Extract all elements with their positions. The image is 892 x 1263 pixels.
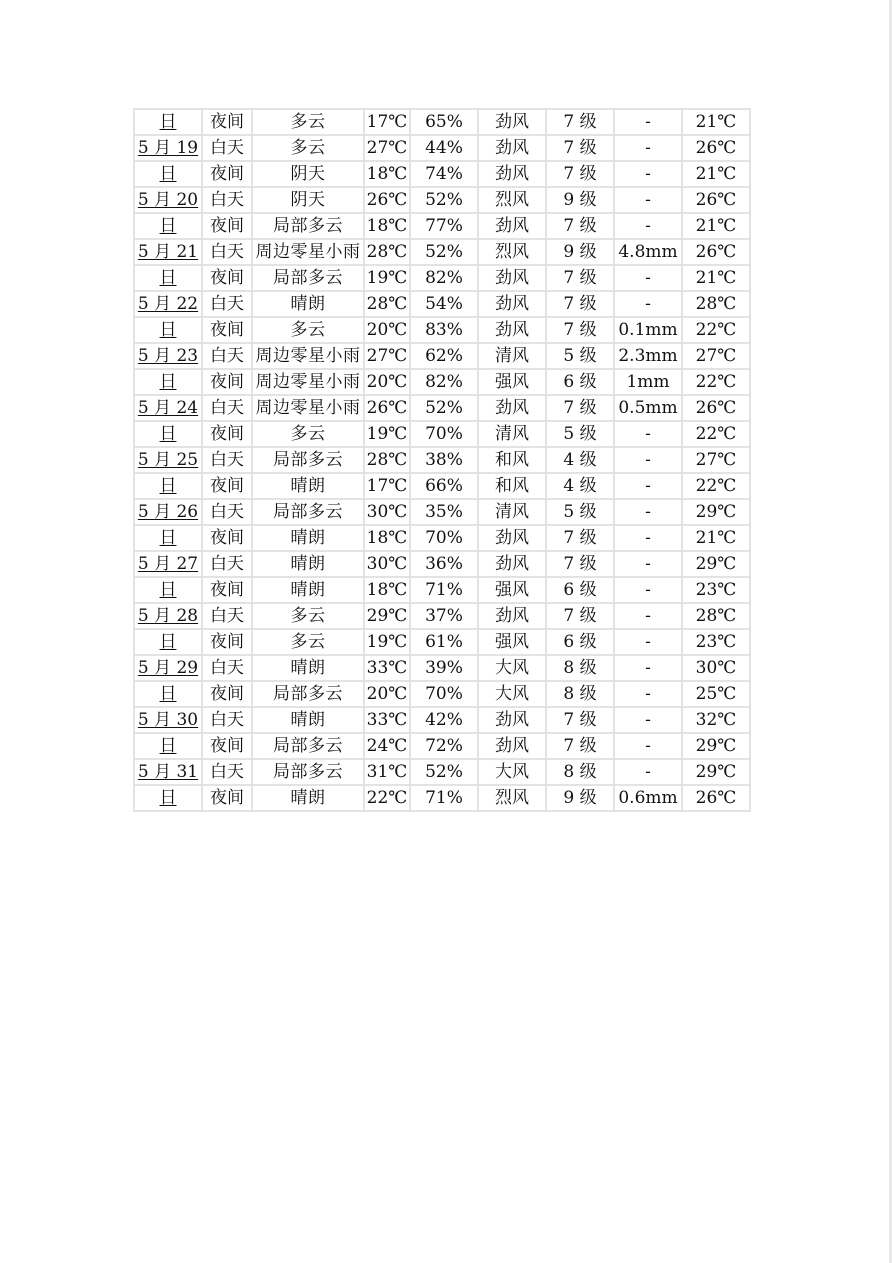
precipitation-cell: - xyxy=(615,630,681,654)
wind-cell: 清风 xyxy=(479,344,545,368)
period-cell: 夜间 xyxy=(203,786,251,810)
humidity-cell: 52% xyxy=(411,760,477,784)
feels-like-cell: 26℃ xyxy=(683,240,749,264)
wind-level-cell: 6 级 xyxy=(547,630,613,654)
humidity-cell: 70% xyxy=(411,526,477,550)
feels-like-cell: 21℃ xyxy=(683,162,749,186)
table-row xyxy=(135,240,749,264)
precipitation-cell: - xyxy=(615,734,681,758)
temperature-cell: 20℃ xyxy=(366,320,408,340)
temperature-cell: 20℃ xyxy=(366,372,408,392)
date-cell: 日 xyxy=(135,734,201,758)
wind-cell: 劲风 xyxy=(479,396,545,420)
date-cell: 日 xyxy=(135,422,201,446)
date-cell: 日 xyxy=(135,682,201,706)
table-row xyxy=(135,318,749,342)
wind-cell: 劲风 xyxy=(479,162,545,186)
condition-cell: 周边零星小雨 xyxy=(253,344,363,368)
date-cell: 日 xyxy=(135,474,201,498)
humidity-cell: 71% xyxy=(411,578,477,602)
precipitation-cell: 0.5mm xyxy=(615,396,681,420)
feels-like-cell: 29℃ xyxy=(683,734,749,758)
date-cell: 5 月 26 xyxy=(135,500,201,524)
feels-like-cell: 28℃ xyxy=(683,604,749,628)
period-cell: 夜间 xyxy=(203,162,251,186)
humidity-cell: 52% xyxy=(411,240,477,264)
feels-like-cell: 30℃ xyxy=(683,656,749,680)
table-row xyxy=(135,734,749,758)
temperature-cell: 28℃ xyxy=(366,450,408,470)
period-cell: 白天 xyxy=(203,292,251,316)
temperature-cell: 28℃ xyxy=(366,294,408,314)
date-cell: 5 月 23 xyxy=(135,344,201,368)
precipitation-cell: - xyxy=(615,292,681,316)
temperature-cell: 26℃ xyxy=(366,190,408,210)
period-cell: 夜间 xyxy=(203,370,251,394)
condition-cell: 局部多云 xyxy=(253,500,363,524)
precipitation-cell: - xyxy=(615,578,681,602)
table-row xyxy=(135,214,749,238)
wind-cell: 清风 xyxy=(479,500,545,524)
date-cell: 日 xyxy=(135,578,201,602)
date-cell: 日 xyxy=(135,214,201,238)
wind-level-cell: 8 级 xyxy=(547,760,613,784)
precipitation-cell: - xyxy=(615,500,681,524)
table-row xyxy=(135,526,749,550)
date-cell: 5 月 25 xyxy=(135,448,201,472)
date-cell: 日 xyxy=(135,370,201,394)
period-cell: 白天 xyxy=(203,708,251,732)
precipitation-cell: 0.1mm xyxy=(615,318,681,342)
feels-like-cell: 23℃ xyxy=(683,630,749,654)
wind-cell: 劲风 xyxy=(479,708,545,732)
wind-level-cell: 5 级 xyxy=(547,344,613,368)
table-row xyxy=(135,344,749,368)
feels-like-cell: 26℃ xyxy=(683,786,749,810)
temperature-cell: 17℃ xyxy=(366,476,408,496)
humidity-cell: 72% xyxy=(411,734,477,758)
table-row xyxy=(135,786,749,810)
precipitation-cell: - xyxy=(615,552,681,576)
feels-like-cell: 28℃ xyxy=(683,292,749,316)
period-cell: 夜间 xyxy=(203,734,251,758)
feels-like-cell: 32℃ xyxy=(683,708,749,732)
wind-cell: 烈风 xyxy=(479,188,545,212)
condition-cell: 局部多云 xyxy=(253,266,363,290)
temperature-cell: 18℃ xyxy=(366,528,408,548)
feels-like-cell: 27℃ xyxy=(683,344,749,368)
condition-cell: 局部多云 xyxy=(253,214,363,238)
table-row xyxy=(135,500,749,524)
feels-like-cell: 22℃ xyxy=(683,422,749,446)
humidity-cell: 82% xyxy=(411,370,477,394)
table-row xyxy=(135,162,749,186)
weather-forecast-table xyxy=(133,108,751,812)
wind-cell: 劲风 xyxy=(479,604,545,628)
temperature-cell: 33℃ xyxy=(366,710,408,730)
table-row xyxy=(135,448,749,472)
precipitation-cell: - xyxy=(615,474,681,498)
wind-level-cell: 6 级 xyxy=(547,578,613,602)
wind-cell: 劲风 xyxy=(479,292,545,316)
feels-like-cell: 22℃ xyxy=(683,474,749,498)
wind-level-cell: 7 级 xyxy=(547,604,613,628)
wind-level-cell: 4 级 xyxy=(547,474,613,498)
feels-like-cell: 26℃ xyxy=(683,188,749,212)
table-row xyxy=(135,708,749,732)
condition-cell: 周边零星小雨 xyxy=(253,370,363,394)
temperature-cell: 18℃ xyxy=(366,580,408,600)
date-cell: 5 月 24 xyxy=(135,396,201,420)
feels-like-cell: 29℃ xyxy=(683,760,749,784)
condition-cell: 晴朗 xyxy=(253,578,363,602)
temperature-cell: 29℃ xyxy=(366,606,408,626)
condition-cell: 多云 xyxy=(253,630,363,654)
temperature-cell: 19℃ xyxy=(366,268,408,288)
condition-cell: 阴天 xyxy=(253,162,363,186)
table-row xyxy=(135,552,749,576)
wind-level-cell: 7 级 xyxy=(547,396,613,420)
precipitation-cell: - xyxy=(615,448,681,472)
period-cell: 夜间 xyxy=(203,318,251,342)
table-row xyxy=(135,266,749,290)
wind-level-cell: 7 级 xyxy=(547,214,613,238)
humidity-cell: 70% xyxy=(411,682,477,706)
wind-level-cell: 5 级 xyxy=(547,422,613,446)
temperature-cell: 19℃ xyxy=(366,424,408,444)
period-cell: 夜间 xyxy=(203,630,251,654)
precipitation-cell: - xyxy=(615,760,681,784)
date-cell: 日 xyxy=(135,318,201,342)
wind-level-cell: 8 级 xyxy=(547,682,613,706)
precipitation-cell: - xyxy=(615,214,681,238)
precipitation-cell: - xyxy=(615,656,681,680)
condition-cell: 局部多云 xyxy=(253,760,363,784)
temperature-cell: 26℃ xyxy=(366,398,408,418)
wind-level-cell: 7 级 xyxy=(547,110,613,134)
date-cell: 5 月 31 xyxy=(135,760,201,784)
weather-table-body xyxy=(135,110,749,810)
date-cell: 5 月 21 xyxy=(135,240,201,264)
wind-level-cell: 5 级 xyxy=(547,500,613,524)
temperature-cell: 31℃ xyxy=(366,762,408,782)
date-cell: 日 xyxy=(135,266,201,290)
feels-like-cell: 26℃ xyxy=(683,396,749,420)
condition-cell: 周边零星小雨 xyxy=(253,240,363,264)
temperature-cell: 24℃ xyxy=(366,736,408,756)
precipitation-cell: - xyxy=(615,526,681,550)
table-row xyxy=(135,578,749,602)
precipitation-cell: 2.3mm xyxy=(615,344,681,368)
condition-cell: 晴朗 xyxy=(253,526,363,550)
wind-cell: 烈风 xyxy=(479,240,545,264)
feels-like-cell: 21℃ xyxy=(683,526,749,550)
condition-cell: 多云 xyxy=(253,422,363,446)
wind-cell: 劲风 xyxy=(479,318,545,342)
period-cell: 夜间 xyxy=(203,474,251,498)
precipitation-cell: - xyxy=(615,682,681,706)
humidity-cell: 66% xyxy=(411,474,477,498)
humidity-cell: 74% xyxy=(411,162,477,186)
wind-level-cell: 9 级 xyxy=(547,786,613,810)
condition-cell: 晴朗 xyxy=(253,552,363,576)
precipitation-cell: - xyxy=(615,136,681,160)
table-row xyxy=(135,422,749,446)
date-cell: 5 月 30 xyxy=(135,708,201,732)
precipitation-cell: - xyxy=(615,110,681,134)
temperature-cell: 22℃ xyxy=(366,788,408,808)
table-row xyxy=(135,682,749,706)
humidity-cell: 52% xyxy=(411,188,477,212)
humidity-cell: 65% xyxy=(411,110,477,134)
humidity-cell: 36% xyxy=(411,552,477,576)
table-row xyxy=(135,396,749,420)
feels-like-cell: 29℃ xyxy=(683,552,749,576)
temperature-cell: 19℃ xyxy=(366,632,408,652)
humidity-cell: 54% xyxy=(411,292,477,316)
precipitation-cell: - xyxy=(615,188,681,212)
condition-cell: 局部多云 xyxy=(253,448,363,472)
wind-cell: 大风 xyxy=(479,760,545,784)
wind-cell: 强风 xyxy=(479,578,545,602)
date-cell: 日 xyxy=(135,786,201,810)
table-row xyxy=(135,110,749,134)
condition-cell: 多云 xyxy=(253,604,363,628)
period-cell: 白天 xyxy=(203,240,251,264)
precipitation-cell: 4.8mm xyxy=(615,240,681,264)
wind-cell: 强风 xyxy=(479,370,545,394)
humidity-cell: 37% xyxy=(411,604,477,628)
wind-level-cell: 7 级 xyxy=(547,708,613,732)
wind-cell: 强风 xyxy=(479,630,545,654)
wind-level-cell: 9 级 xyxy=(547,188,613,212)
wind-cell: 劲风 xyxy=(479,734,545,758)
feels-like-cell: 21℃ xyxy=(683,266,749,290)
precipitation-cell: - xyxy=(615,266,681,290)
humidity-cell: 39% xyxy=(411,656,477,680)
period-cell: 夜间 xyxy=(203,526,251,550)
temperature-cell: 27℃ xyxy=(366,346,408,366)
wind-level-cell: 7 级 xyxy=(547,552,613,576)
wind-cell: 劲风 xyxy=(479,266,545,290)
period-cell: 夜间 xyxy=(203,110,251,134)
date-cell: 5 月 19 xyxy=(135,136,201,160)
table-row xyxy=(135,136,749,160)
date-cell: 日 xyxy=(135,526,201,550)
wind-level-cell: 7 级 xyxy=(547,136,613,160)
humidity-cell: 77% xyxy=(411,214,477,238)
temperature-cell: 30℃ xyxy=(366,554,408,574)
period-cell: 白天 xyxy=(203,656,251,680)
date-cell: 日 xyxy=(135,630,201,654)
temperature-cell: 17℃ xyxy=(366,112,408,132)
date-cell: 5 月 29 xyxy=(135,656,201,680)
humidity-cell: 62% xyxy=(411,344,477,368)
precipitation-cell: 0.6mm xyxy=(615,786,681,810)
temperature-cell: 20℃ xyxy=(366,684,408,704)
temperature-cell: 27℃ xyxy=(366,138,408,158)
wind-level-cell: 6 级 xyxy=(547,370,613,394)
period-cell: 夜间 xyxy=(203,266,251,290)
date-cell: 5 月 27 xyxy=(135,552,201,576)
period-cell: 白天 xyxy=(203,136,251,160)
period-cell: 夜间 xyxy=(203,682,251,706)
period-cell: 白天 xyxy=(203,448,251,472)
table-row xyxy=(135,604,749,628)
feels-like-cell: 22℃ xyxy=(683,370,749,394)
condition-cell: 多云 xyxy=(253,110,363,134)
feels-like-cell: 25℃ xyxy=(683,682,749,706)
humidity-cell: 71% xyxy=(411,786,477,810)
temperature-cell: 18℃ xyxy=(366,164,408,184)
precipitation-cell: - xyxy=(615,422,681,446)
period-cell: 白天 xyxy=(203,500,251,524)
wind-cell: 劲风 xyxy=(479,110,545,134)
humidity-cell: 82% xyxy=(411,266,477,290)
wind-cell: 劲风 xyxy=(479,552,545,576)
condition-cell: 周边零星小雨 xyxy=(253,396,363,420)
period-cell: 白天 xyxy=(203,396,251,420)
condition-cell: 多云 xyxy=(253,318,363,342)
feels-like-cell: 21℃ xyxy=(683,110,749,134)
table-row xyxy=(135,188,749,212)
wind-level-cell: 7 级 xyxy=(547,734,613,758)
temperature-cell: 30℃ xyxy=(366,502,408,522)
condition-cell: 晴朗 xyxy=(253,656,363,680)
condition-cell: 晴朗 xyxy=(253,786,363,810)
precipitation-cell: 1mm xyxy=(615,370,681,394)
condition-cell: 局部多云 xyxy=(253,682,363,706)
precipitation-cell: - xyxy=(615,708,681,732)
humidity-cell: 42% xyxy=(411,708,477,732)
period-cell: 夜间 xyxy=(203,422,251,446)
wind-level-cell: 7 级 xyxy=(547,162,613,186)
wind-level-cell: 7 级 xyxy=(547,318,613,342)
wind-cell: 和风 xyxy=(479,448,545,472)
humidity-cell: 52% xyxy=(411,396,477,420)
wind-level-cell: 4 级 xyxy=(547,448,613,472)
table-row xyxy=(135,760,749,784)
wind-cell: 大风 xyxy=(479,682,545,706)
period-cell: 夜间 xyxy=(203,214,251,238)
wind-cell: 和风 xyxy=(479,474,545,498)
humidity-cell: 83% xyxy=(411,318,477,342)
condition-cell: 阴天 xyxy=(253,188,363,212)
humidity-cell: 38% xyxy=(411,448,477,472)
precipitation-cell: - xyxy=(615,162,681,186)
table-row xyxy=(135,292,749,316)
period-cell: 白天 xyxy=(203,760,251,784)
condition-cell: 晴朗 xyxy=(253,708,363,732)
wind-level-cell: 8 级 xyxy=(547,656,613,680)
feels-like-cell: 21℃ xyxy=(683,214,749,238)
feels-like-cell: 22℃ xyxy=(683,318,749,342)
humidity-cell: 61% xyxy=(411,630,477,654)
wind-level-cell: 7 级 xyxy=(547,266,613,290)
period-cell: 白天 xyxy=(203,552,251,576)
temperature-cell: 28℃ xyxy=(366,242,408,262)
wind-cell: 清风 xyxy=(479,422,545,446)
wind-level-cell: 7 级 xyxy=(547,292,613,316)
date-cell: 日 xyxy=(135,110,201,134)
condition-cell: 晴朗 xyxy=(253,474,363,498)
period-cell: 白天 xyxy=(203,604,251,628)
date-cell: 日 xyxy=(135,162,201,186)
precipitation-cell: - xyxy=(615,604,681,628)
period-cell: 夜间 xyxy=(203,578,251,602)
table-row xyxy=(135,474,749,498)
feels-like-cell: 27℃ xyxy=(683,448,749,472)
wind-cell: 劲风 xyxy=(479,526,545,550)
wind-level-cell: 9 级 xyxy=(547,240,613,264)
condition-cell: 局部多云 xyxy=(253,734,363,758)
temperature-cell: 33℃ xyxy=(366,658,408,678)
date-cell: 5 月 28 xyxy=(135,604,201,628)
wind-cell: 大风 xyxy=(479,656,545,680)
wind-level-cell: 7 级 xyxy=(547,526,613,550)
feels-like-cell: 29℃ xyxy=(683,500,749,524)
humidity-cell: 44% xyxy=(411,136,477,160)
period-cell: 白天 xyxy=(203,188,251,212)
period-cell: 白天 xyxy=(203,344,251,368)
temperature-cell: 18℃ xyxy=(366,216,408,236)
date-cell: 5 月 22 xyxy=(135,292,201,316)
date-cell: 5 月 20 xyxy=(135,188,201,212)
table-row xyxy=(135,370,749,394)
humidity-cell: 70% xyxy=(411,422,477,446)
condition-cell: 多云 xyxy=(253,136,363,160)
table-row xyxy=(135,630,749,654)
wind-cell: 劲风 xyxy=(479,136,545,160)
wind-cell: 烈风 xyxy=(479,786,545,810)
table-row xyxy=(135,656,749,680)
humidity-cell: 35% xyxy=(411,500,477,524)
feels-like-cell: 23℃ xyxy=(683,578,749,602)
wind-cell: 劲风 xyxy=(479,214,545,238)
condition-cell: 晴朗 xyxy=(253,292,363,316)
feels-like-cell: 26℃ xyxy=(683,136,749,160)
